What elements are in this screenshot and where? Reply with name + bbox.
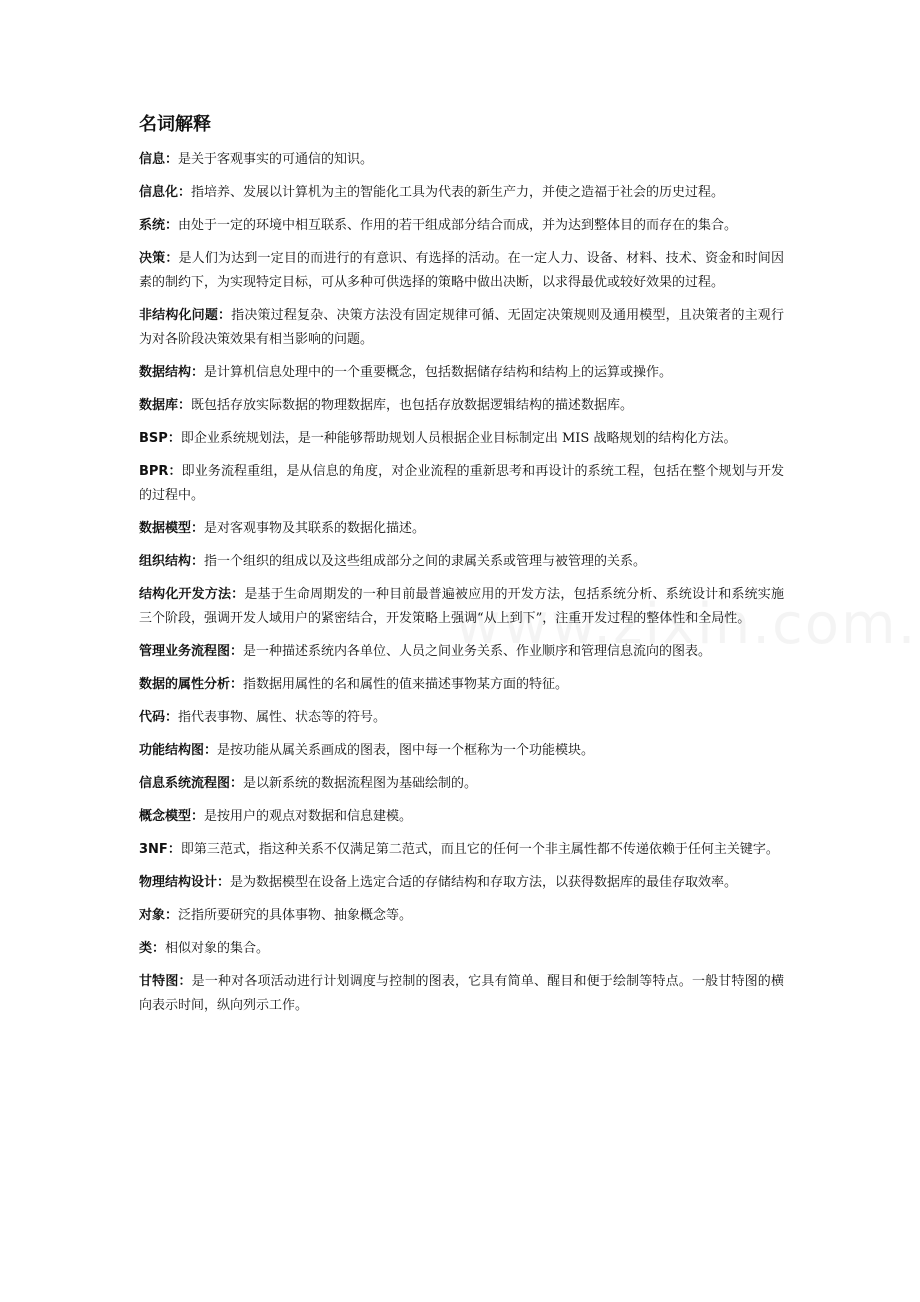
- definition-entry: [139, 871, 784, 895]
- entry-term: 3NF: [139, 842, 168, 857]
- entry-definition: 是为数据模型在设备上选定合适的存储结构和存取方法，以获得数据库的最佳存取效率。: [230, 875, 738, 890]
- definition-entry: [139, 937, 784, 961]
- definition-entry: [139, 970, 784, 1018]
- definition-entry: [139, 214, 784, 238]
- entry-term: 信息: [139, 152, 166, 167]
- entry-term: 功能结构图: [139, 743, 205, 758]
- entry-term: 数据结构: [139, 365, 192, 380]
- entry-separator: ：: [218, 308, 232, 323]
- entry-separator: ：: [217, 875, 231, 890]
- entry-term: 组织结构: [139, 554, 192, 569]
- entry-definition: 指数据用属性的名和属性的值来描述事物某方面的特征。: [243, 677, 569, 692]
- document-page: [139, 112, 784, 1027]
- entry-term: 非结构化问题: [139, 308, 218, 323]
- entry-separator: ：: [178, 398, 192, 413]
- entry-definition: 指决策过程复杂、决策方法没有固定规律可循、无固定决策规则及通用模型，且决策者的主观行为对各阶段决策效果有相当影响的问题。: [139, 308, 784, 347]
- entry-definition: 是按用户的观点对数据和信息建模。: [204, 809, 413, 824]
- entry-definition: 是基于生命周期发的一种目前最普遍被应用的开发方法，包括系统分析、系统设计和系统实施三个阶段，强调开发人域用户的紧密结合，开发策略上强调“从上到下”，注重开发过程的整体性和全局性。: [139, 587, 784, 626]
- entry-separator: ：: [178, 185, 192, 200]
- entry-separator: ：: [191, 809, 205, 824]
- definition-entry: [139, 181, 784, 205]
- definition-entry: [139, 517, 784, 541]
- entry-definition: 是以新系统的数据流程图为基础绘制的。: [243, 776, 478, 791]
- definition-entry: [139, 805, 784, 829]
- definition-entry: [139, 304, 784, 352]
- definition-entry: [139, 394, 784, 418]
- entry-separator: ：: [165, 152, 179, 167]
- definition-entry: [139, 550, 784, 574]
- entry-definition: 指培养、发展以计算机为主的智能化工具为代表的新生产力，并使之造福于社会的历史过程。: [191, 185, 725, 200]
- entry-term: 甘特图: [139, 974, 179, 989]
- entry-separator: ：: [191, 554, 205, 569]
- entry-term: 概念模型: [139, 809, 192, 824]
- entry-term: 对象: [139, 908, 166, 923]
- entry-definition: 泛指所要研究的具体事物、抽象概念等。: [178, 908, 413, 923]
- entry-definition: 是按功能从属关系画成的图表，图中每一个框称为一个功能模块。: [217, 743, 595, 758]
- entry-separator: ：: [191, 365, 205, 380]
- entry-definition: 由处于一定的环境中相互联系、作用的若干组成部分结合而成，并为达到整体目的而存在的集合。: [178, 218, 738, 233]
- entry-separator: ：: [168, 464, 182, 479]
- definition-entry: [139, 640, 784, 664]
- entry-definition: 是计算机信息处理中的一个重要概念，包括数据储存结构和结构上的运算或操作。: [204, 365, 673, 380]
- entry-term: 系统: [139, 218, 166, 233]
- entry-term: 数据的属性分析: [139, 677, 231, 692]
- entry-separator: ：: [231, 587, 245, 602]
- entry-term: 结构化开发方法: [139, 587, 232, 602]
- definition-entry: [139, 247, 784, 295]
- entry-separator: ：: [165, 908, 179, 923]
- definition-entry: [139, 904, 784, 928]
- entry-definition: 是一种对各项活动进行计划调度与控制的图表，它具有简单、醒目和便于绘制等特点。一般甘特图的横向表示时间，纵向列示工作。: [139, 974, 784, 1013]
- entry-definition: 既包括存放实际数据的物理数据库，也包括存放数据逻辑结构的描述数据库。: [191, 398, 634, 413]
- entry-term: 类: [139, 941, 153, 956]
- page-title: 名词解释: [139, 114, 211, 135]
- entry-term: 物理结构设计: [139, 875, 218, 890]
- entry-definition: 指一个组织的组成以及这些组成部分之间的隶属关系或管理与被管理的关系。: [204, 554, 647, 569]
- entry-term: 数据库: [139, 398, 179, 413]
- entry-definition: 相似对象的集合。: [165, 941, 270, 956]
- entry-definition: 是对客观事物及其联系的数据化描述。: [204, 521, 426, 536]
- entry-term: BSP: [139, 431, 168, 446]
- entry-separator: ：: [191, 521, 205, 536]
- definition-entry: [139, 838, 784, 862]
- entry-separator: ：: [165, 251, 179, 266]
- entry-definition: 即企业系统规划法，是一种能够帮助规划人员根据企业目标制定出 MIS 战略规划的结构化方法。: [180, 431, 737, 446]
- entry-separator: ：: [178, 974, 192, 989]
- definition-entry: [139, 673, 784, 697]
- entry-separator: ：: [204, 743, 218, 758]
- entry-definition: 即第三范式，指这种关系不仅满足第二范式，而且它的任何一个非主属性都不传递依赖于任何主关键字。: [180, 842, 779, 857]
- definition-entry: [139, 361, 784, 385]
- entry-separator: ：: [167, 431, 181, 446]
- definition-entry: [139, 739, 784, 763]
- entry-definition: 是一种描述系统内各单位、人员之间业务关系、作业顺序和管理信息流向的图表。: [243, 644, 712, 659]
- definition-entry: [139, 427, 784, 451]
- entry-term: 管理业务流程图: [139, 644, 231, 659]
- entry-definition: 是人们为达到一定目的而进行的有意识、有选择的活动。在一定人力、设备、材料、技术、资金和时间因素的制约下，为实现特定目标，可从多种可供选择的策略中做出决断，以求得最优或较好效果的过程。: [139, 251, 784, 290]
- entry-separator: ：: [152, 941, 166, 956]
- definition-entry: [139, 772, 784, 796]
- definition-entry: [139, 460, 784, 508]
- definition-entry: [139, 706, 784, 730]
- entry-term: 信息系统流程图: [139, 776, 231, 791]
- entry-definition: 是关于客观事实的可通信的知识。: [178, 152, 374, 167]
- entry-definition: 指代表事物、属性、状态等的符号。: [178, 710, 387, 725]
- entry-term: 决策: [139, 251, 166, 266]
- entry-separator: ：: [167, 842, 181, 857]
- entry-term: BPR: [139, 464, 169, 479]
- entry-separator: ：: [165, 710, 179, 725]
- entry-separator: ：: [165, 218, 179, 233]
- entry-term: 数据模型: [139, 521, 192, 536]
- entry-term: 代码: [139, 710, 166, 725]
- entry-separator: ：: [230, 677, 244, 692]
- entry-separator: ：: [230, 776, 244, 791]
- definition-entry: [139, 583, 784, 631]
- entry-separator: ：: [230, 644, 244, 659]
- definition-entry: [139, 148, 784, 172]
- entry-term: 信息化: [139, 185, 179, 200]
- entry-definition: 即业务流程重组，是从信息的角度，对企业流程的重新思考和再设计的系统工程，包括在整个规划与开发的过程中。: [139, 464, 784, 503]
